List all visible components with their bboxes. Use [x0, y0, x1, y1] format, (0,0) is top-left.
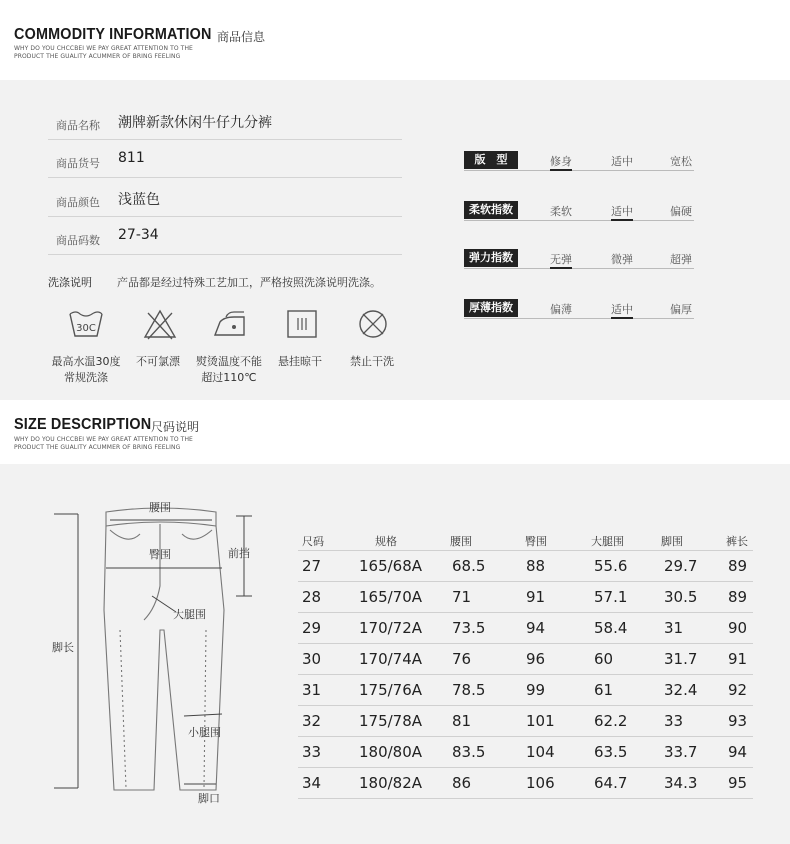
table-cell: 89 — [728, 588, 748, 606]
column-header: 腰围 — [450, 535, 472, 548]
hem-label: 脚口 — [198, 792, 220, 805]
section-subtitle-2: PRODUCT THE GUALITY ACUMMER OF BRING FEELING — [14, 444, 181, 451]
table-cell: 61 — [594, 681, 614, 699]
wash-caption-4: 悬挂晾干 — [278, 355, 322, 368]
info-label: 商品货号 — [56, 157, 100, 170]
product-sku: 811 — [118, 150, 145, 166]
spec-option-selected: 适中 — [611, 203, 633, 221]
info-label: 商品码数 — [56, 234, 100, 247]
section-subtitle-1: WHY DO YOU CHCCBEI WE PAY GREAT ATTENTION TO THE — [14, 45, 193, 52]
spec-row-elasticity — [464, 249, 694, 269]
table-cell: 31 — [302, 681, 322, 699]
table-cell: 180/80A — [359, 743, 423, 761]
table-cell: 31.7 — [664, 650, 698, 668]
spec-option: 适中 — [611, 155, 633, 168]
table-cell: 28 — [302, 588, 322, 606]
right-pocket — [182, 530, 212, 539]
column-header: 臀围 — [525, 535, 547, 548]
thigh-label: 大腿围 — [173, 608, 206, 621]
commodity-header — [0, 0, 790, 80]
table-cell: 99 — [526, 681, 546, 699]
table-cell: 29.7 — [664, 557, 698, 575]
pants-outline — [104, 526, 224, 790]
section-subtitle-2: PRODUCT THE GUALITY ACUMMER OF BRING FEELING — [14, 53, 181, 60]
table-cell: 83.5 — [452, 743, 486, 761]
table-cell: 32.4 — [664, 681, 698, 699]
table-cell: 170/74A — [359, 650, 423, 668]
iron-icon — [212, 308, 248, 340]
table-cell: 68.5 — [452, 557, 486, 575]
column-header: 大腿围 — [591, 535, 624, 548]
hip-label: 臀围 — [149, 548, 171, 561]
table-row — [298, 705, 753, 736]
table-row — [298, 550, 753, 581]
info-row-name — [48, 104, 402, 140]
pants-diagram — [40, 490, 270, 810]
table-cell: 165/68A — [359, 557, 423, 575]
table-cell: 106 — [526, 774, 555, 792]
section-title-cn: 尺码说明 — [151, 420, 200, 434]
no-bleach-icon — [142, 308, 178, 340]
table-row — [298, 612, 753, 643]
table-cell: 33 — [664, 712, 684, 730]
table-cell: 81 — [452, 712, 472, 730]
table-row — [298, 643, 753, 674]
left-seam — [120, 630, 126, 788]
product-size: 27-34 — [118, 227, 159, 243]
table-cell: 91 — [728, 650, 748, 668]
table-cell: 63.5 — [594, 743, 628, 761]
spec-tag: 弹力指数 — [464, 249, 518, 267]
table-cell: 101 — [526, 712, 555, 730]
product-name: 潮牌新款休闲牛仔九分裤 — [118, 115, 272, 131]
table-row — [298, 581, 753, 612]
table-row — [298, 767, 753, 798]
table-cell: 31 — [664, 619, 684, 637]
wash-caption-5: 禁止干洗 — [350, 355, 394, 368]
wash-30-icon — [68, 308, 104, 340]
rise-label: 前挡 — [228, 547, 250, 560]
column-header: 脚围 — [661, 535, 683, 548]
table-row — [298, 674, 753, 705]
column-header: 规格 — [375, 535, 397, 548]
spec-row-fit — [464, 151, 694, 171]
spec-tag: 柔软指数 — [464, 201, 518, 219]
table-cell: 86 — [452, 774, 472, 792]
table-bottom-rule — [298, 798, 753, 799]
table-cell: 104 — [526, 743, 555, 761]
spec-tag: 版 型 — [464, 151, 518, 169]
table-cell: 180/82A — [359, 774, 423, 792]
info-label: 商品颜色 — [56, 196, 100, 209]
table-cell: 96 — [526, 650, 546, 668]
section-title: COMMODITY INFORMATION — [14, 26, 212, 43]
table-cell: 175/78A — [359, 712, 423, 730]
table-cell: 60 — [594, 650, 614, 668]
info-row-size — [48, 219, 402, 255]
section-title-cn: 商品信息 — [217, 30, 266, 44]
table-cell: 165/70A — [359, 588, 423, 606]
section-subtitle-1: WHY DO YOU CHCCBEI WE PAY GREAT ATTENTION TO THE — [14, 436, 193, 443]
calf-arrow — [184, 714, 222, 716]
spec-option: 超弹 — [670, 253, 692, 266]
wash-label: 洗涤说明 — [48, 276, 92, 289]
table-cell: 33.7 — [664, 743, 698, 761]
table-cell: 33 — [302, 743, 322, 761]
wash-temp-text: 30C — [76, 323, 96, 334]
info-label: 商品名称 — [56, 119, 100, 132]
table-cell: 94 — [728, 743, 748, 761]
table-cell: 95 — [728, 774, 748, 792]
table-cell: 89 — [728, 557, 748, 575]
table-cell: 73.5 — [452, 619, 486, 637]
table-cell: 91 — [526, 588, 546, 606]
info-row-color — [48, 181, 402, 217]
table-cell: 29 — [302, 619, 322, 637]
table-cell: 58.4 — [594, 619, 628, 637]
section-title: SIZE DESCRIPTION — [14, 416, 152, 433]
spec-option-selected: 无弹 — [550, 251, 572, 269]
spec-option: 微弹 — [611, 253, 633, 266]
spec-tag: 厚薄指数 — [464, 299, 518, 317]
table-cell: 170/72A — [359, 619, 423, 637]
table-cell: 34 — [302, 774, 322, 792]
table-cell: 27 — [302, 557, 322, 575]
table-cell: 94 — [526, 619, 546, 637]
table-cell: 92 — [728, 681, 748, 699]
table-cell: 88 — [526, 557, 546, 575]
length-label: 脚长 — [52, 641, 74, 654]
spec-option-selected: 修身 — [550, 153, 572, 171]
table-cell: 34.3 — [664, 774, 698, 792]
size-table-header — [298, 530, 753, 550]
table-cell: 62.2 — [594, 712, 628, 730]
table-cell: 78.5 — [452, 681, 486, 699]
table-cell: 55.6 — [594, 557, 628, 575]
column-header: 裤长 — [726, 535, 748, 548]
left-pocket — [110, 530, 140, 539]
spec-option-selected: 适中 — [611, 301, 633, 319]
table-cell: 90 — [728, 619, 748, 637]
calf-label: 小腿围 — [188, 726, 221, 739]
right-seam — [204, 630, 206, 788]
product-color: 浅蓝色 — [118, 192, 160, 208]
size-header — [0, 400, 790, 464]
table-cell: 30.5 — [664, 588, 698, 606]
wash-text: 产品都是经过特殊工艺加工，严格按照洗涤说明洗涤。 — [117, 276, 381, 289]
table-cell: 71 — [452, 588, 472, 606]
pants-fly — [144, 524, 160, 620]
wash-caption-1: 最高水温30度 常规洗涤 — [51, 355, 121, 384]
spec-row-softness — [464, 201, 694, 221]
table-cell: 76 — [452, 650, 472, 668]
spec-option: 柔软 — [550, 205, 572, 218]
table-cell: 64.7 — [594, 774, 628, 792]
table-cell: 32 — [302, 712, 322, 730]
table-cell: 175/76A — [359, 681, 423, 699]
waist-label: 腰围 — [149, 501, 171, 514]
spec-option: 偏厚 — [670, 303, 692, 316]
spec-row-thickness — [464, 299, 694, 319]
spec-option: 宽松 — [670, 155, 692, 168]
table-cell: 57.1 — [594, 588, 628, 606]
no-dry-clean-icon — [355, 308, 391, 340]
info-row-sku — [48, 142, 402, 178]
column-header: 尺码 — [302, 535, 324, 548]
spec-option: 偏硬 — [670, 205, 692, 218]
table-cell: 93 — [728, 712, 748, 730]
table-row — [298, 736, 753, 767]
spec-option: 偏薄 — [550, 303, 572, 316]
wash-caption-2: 不可氯漂 — [136, 355, 180, 368]
wash-caption-3: 熨烫温度不能 超过110℃ — [196, 355, 262, 384]
table-cell: 30 — [302, 650, 322, 668]
hang-dry-icon — [284, 308, 320, 340]
